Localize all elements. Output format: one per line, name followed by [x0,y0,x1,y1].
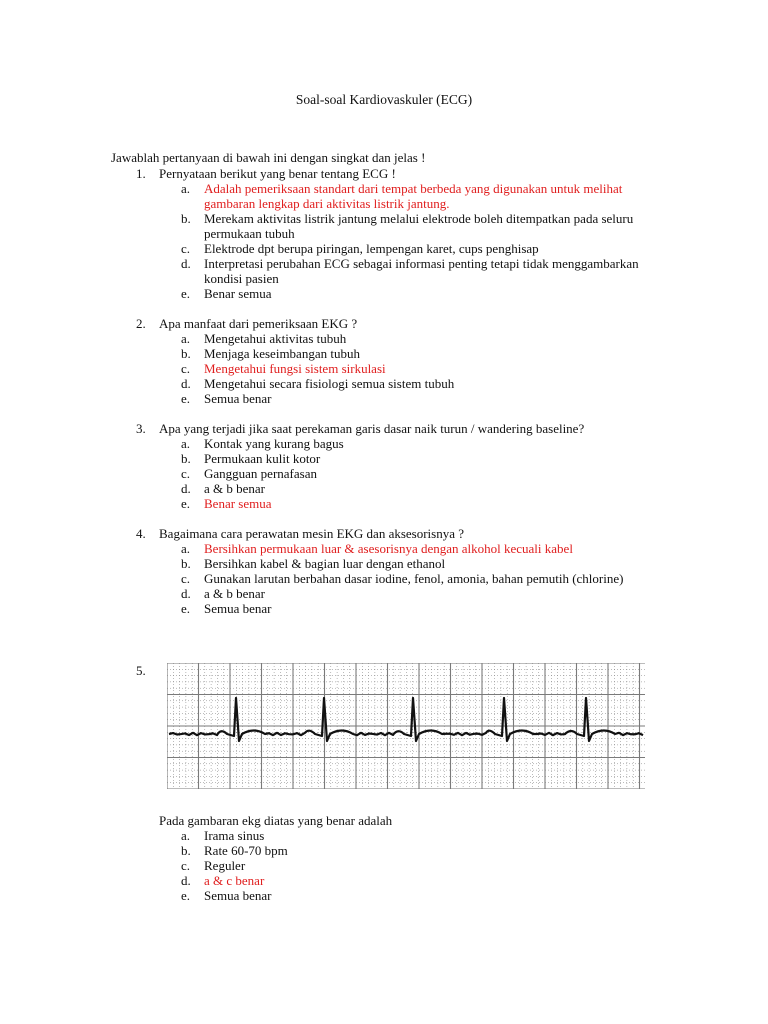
question-number: 3. [136,421,146,436]
question-3 [0,421,768,511]
question-text: Apa yang terjadi jika saat perekaman garis dasar naik turun / wandering baseline? [159,421,585,436]
option-letter: e. [181,391,191,406]
option-b [0,843,768,858]
option-letter: b. [181,211,191,226]
page-title: Soal-soal Kardiovaskuler (ECG) [295,92,473,107]
option-letter: c. [181,571,191,586]
question-2 [0,316,768,406]
option-text: Mengetahui secara fisiologi semua sistem tubuh [204,376,455,391]
option-text: Reguler [204,858,246,873]
question-number: 5. [136,663,146,678]
option-letter: e. [181,286,191,301]
option-letter: a. [181,541,191,556]
option-text: a & c benar [204,873,265,888]
option-text: Bersihkan kabel & bagian luar dengan ethanol [204,556,446,571]
option-text: Adalah pemeriksaan standart dari tempat berbeda yang digunakan untuk melihat gambaran lengkap dari aktivitas listrik jantung. [204,181,623,211]
option-letter: c. [181,858,191,873]
option-b [0,451,768,466]
option-text: Gangguan pernafasan [204,466,317,481]
option-letter: c. [181,241,191,256]
option-text: Semua benar [204,391,272,406]
option-e [0,888,768,903]
option-text: Mengetahui fungsi sistem sirkulasi [204,361,386,376]
option-letter: d. [181,376,191,391]
option-letter: e. [181,496,191,511]
option-a [0,331,768,346]
option-letter: d. [181,586,191,601]
option-a [0,541,768,556]
ecg-strip-image [167,663,645,789]
option-d [0,376,768,391]
question-text: Pada gambaran ekg diatas yang benar adalah [159,813,393,828]
option-d [0,481,768,496]
option-b [0,346,768,361]
option-text: Semua benar [204,601,272,616]
option-text: Benar semua [204,496,272,511]
option-letter: c. [181,361,191,376]
option-letter: a. [181,436,191,451]
option-text: Menjaga keseimbangan tubuh [204,346,360,361]
instructions: Jawablah pertanyaan di bawah ini dengan singkat dan jelas ! [111,150,426,165]
option-c [0,361,768,376]
question-text: Pernyataan berikut yang benar tentang ECG ! [159,166,396,181]
option-e [0,286,768,301]
option-letter: a. [181,331,191,346]
option-letter: b. [181,451,191,466]
option-e [0,496,768,511]
question-number: 2. [136,316,146,331]
option-letter: e. [181,888,191,903]
option-text: Gunakan larutan berbahan dasar iodine, fenol, amonia, bahan pemutih (chlorine) [204,571,624,586]
option-text: Semua benar [204,888,272,903]
option-c [0,241,768,256]
question-text: Bagaimana cara perawatan mesin EKG dan aksesorisnya ? [159,526,465,541]
option-letter: b. [181,556,191,571]
question-5 [0,813,768,903]
option-c [0,571,768,586]
option-a [0,436,768,451]
option-c [0,466,768,481]
option-text: Kontak yang kurang bagus [204,436,344,451]
option-e [0,391,768,406]
question-4 [0,526,768,616]
option-b [0,556,768,571]
option-a [0,828,768,843]
option-letter: e. [181,601,191,616]
option-text: a & b benar [204,481,266,496]
question-1 [0,166,768,301]
option-text: Interpretasi perubahan ECG sebagai informasi penting tetapi tidak menggambarkan kondisi pasien [204,256,639,286]
option-a [0,181,768,211]
option-letter: b. [181,346,191,361]
option-text: Merekam aktivitas listrik jantung melalui elektrode boleh ditempatkan pada seluru permukaan tubuh [204,211,634,241]
option-letter: a. [181,828,191,843]
option-text: Elektrode dpt berupa piringan, lempengan karet, cups penghisap [204,241,539,256]
question-text: Apa manfaat dari pemeriksaan EKG ? [159,316,358,331]
option-text: a & b benar [204,586,266,601]
option-letter: d. [181,256,191,271]
option-text: Permukaan kulit kotor [204,451,321,466]
question-number: 4. [136,526,146,541]
option-b [0,211,768,241]
option-text: Irama sinus [204,828,265,843]
option-letter: c. [181,466,191,481]
option-text: Benar semua [204,286,272,301]
option-d [0,256,768,286]
option-c [0,858,768,873]
option-letter: d. [181,873,191,888]
option-text: Bersihkan permukaan luar & asesorisnya dengan alkohol kecuali kabel [204,541,573,556]
option-letter: d. [181,481,191,496]
option-d [0,586,768,601]
option-letter: b. [181,843,191,858]
option-letter: a. [181,181,191,196]
option-text: Rate 60-70 bpm [204,843,288,858]
option-d [0,873,768,888]
option-e [0,601,768,616]
option-text: Mengetahui aktivitas tubuh [204,331,347,346]
question-number: 1. [136,166,146,181]
